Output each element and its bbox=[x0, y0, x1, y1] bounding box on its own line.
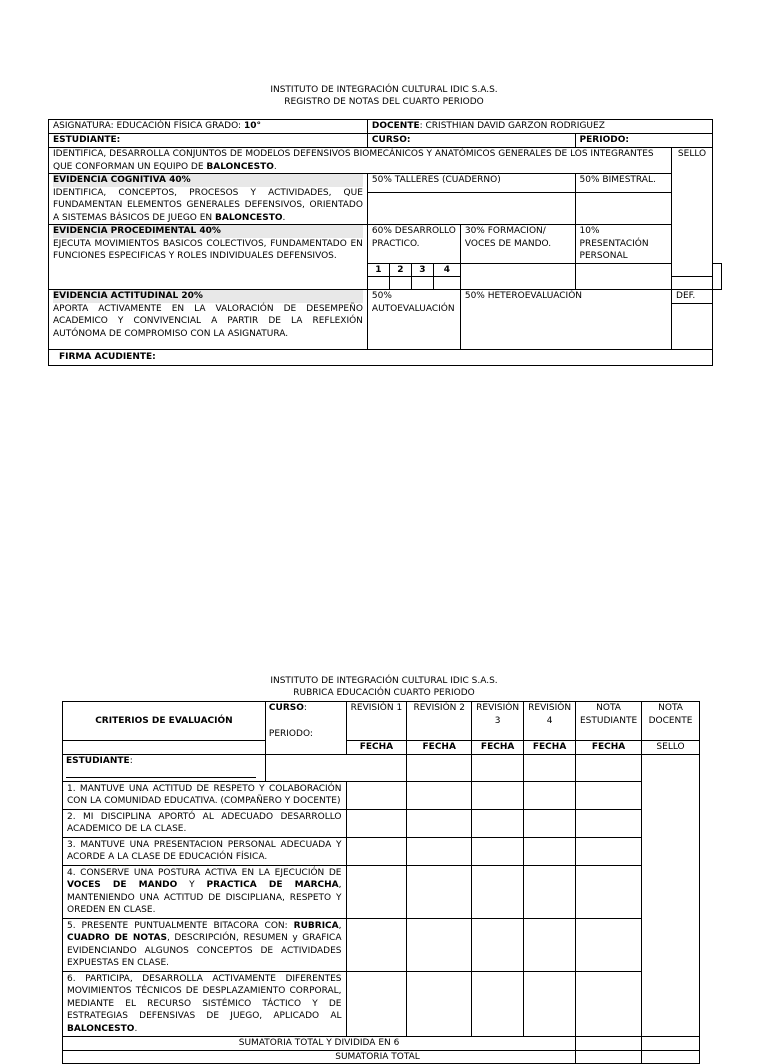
fecha-4: FECHA bbox=[524, 741, 576, 755]
teacher-stamp-cell[interactable] bbox=[642, 754, 700, 1037]
r5-rev3[interactable] bbox=[472, 918, 524, 971]
practice-grade-4[interactable] bbox=[433, 277, 460, 290]
attitudinal-evidence: EVIDENCIA ACTITUDINAL 20% APORTA ACTIVAMENTE EN LA VALORACIÓN DE DESEMPEÑO ACADEMICO Y CONVIVENCIAL A PARTIR DE LA REFLEXIÓN AUTÓNOMA DE COMPROMISO CON LA ASIGNATURA. bbox=[49, 290, 368, 350]
revision-2-header: REVISIÓN 2 bbox=[407, 702, 472, 741]
teacher-grade-header: NOTA DOCENTE bbox=[642, 702, 700, 741]
practice-number-2: 2 bbox=[389, 263, 411, 277]
fecha-5: FECHA bbox=[576, 741, 642, 755]
r1-rev1[interactable] bbox=[346, 781, 407, 809]
grade-value: 10° bbox=[243, 121, 261, 131]
sum-total-value[interactable] bbox=[576, 1050, 642, 1064]
document-header-2 bbox=[0, 675, 768, 699]
revision-1-header: REVISIÓN 1 bbox=[346, 702, 407, 741]
r0-c2[interactable] bbox=[407, 754, 472, 781]
talleres-grade[interactable] bbox=[367, 192, 575, 224]
rubric-subtitle: RUBRICA EDUCACIÓN CUARTO PERIODO bbox=[293, 688, 475, 698]
r0-c5[interactable] bbox=[576, 754, 642, 781]
r1-rev3[interactable] bbox=[472, 781, 524, 809]
course-label: CURSO: bbox=[367, 134, 575, 148]
practice-grade-3[interactable] bbox=[411, 277, 433, 290]
practice-grade-1[interactable] bbox=[367, 277, 389, 290]
cognitive-evidence: EVIDENCIA COGNITIVA 40% IDENTIFICA, CONCEPTOS, PROCESOS Y ACTIVIDADES, QUE FUNDAMENTAN ELEMENTOS GENERALES DEFENSIVOS, ORIENTADO A SISTEMAS BÁSICOS DE JUEGO EN BALONCESTO. bbox=[49, 174, 368, 225]
r2-rev4[interactable] bbox=[524, 809, 576, 837]
student-grade-header: NOTA ESTUDIANTE bbox=[576, 702, 642, 741]
r4-nota[interactable] bbox=[576, 865, 642, 918]
r1-rev4[interactable] bbox=[524, 781, 576, 809]
r2-rev2[interactable] bbox=[407, 809, 472, 837]
sello-cell: SELLO bbox=[672, 148, 713, 277]
formacion-grade[interactable] bbox=[460, 263, 575, 290]
bimestral-label: 50% BIMESTRAL. bbox=[575, 174, 672, 193]
r3-rev3[interactable] bbox=[472, 837, 524, 865]
r1-rev2[interactable] bbox=[407, 781, 472, 809]
r3-rev1[interactable] bbox=[346, 837, 407, 865]
bimestral-grade[interactable] bbox=[575, 192, 672, 224]
r6-rev4[interactable] bbox=[524, 971, 576, 1037]
auto-label: 50% AUTOEVALUACIÓN bbox=[367, 290, 460, 350]
desarrollo-label: 60% DESARROLLO PRACTICO. bbox=[367, 225, 460, 264]
r4-rev4[interactable] bbox=[524, 865, 576, 918]
document-header-1 bbox=[0, 84, 768, 108]
practice-grade-2[interactable] bbox=[389, 277, 411, 290]
r6-nota[interactable] bbox=[576, 971, 642, 1037]
criterion-4: 4. CONSERVE UNA POSTURA ACTIVA EN LA EJECUCIÓN DE VOCES DE MANDO Y PRACTICA DE MARCHA, MANTENIENDO UNA ACTITUD DE DISCIPLIANA, RESPETO Y OREDEN EN CLASE. bbox=[63, 865, 347, 918]
procedural-evidence: EVIDENCIA PROCEDIMENTAL 40% EJECUTA MOVIMIENTOS BASICOS COLECTIVOS, FUNDAMENTADO EN FUNCIONES ESPECIFICAS Y ROLES INDIVIDUALES DEFENSIVOS. bbox=[49, 225, 368, 290]
def-grade[interactable] bbox=[672, 304, 713, 350]
r4-rev1[interactable] bbox=[346, 865, 407, 918]
sum-divided-value[interactable] bbox=[576, 1037, 642, 1051]
revision-4-header: REVISIÓN 4 bbox=[524, 702, 576, 741]
student-name-cell[interactable]: ESTUDIANTE: bbox=[63, 754, 266, 781]
revision-3-header: REVISIÓN 3 bbox=[472, 702, 524, 741]
criterion-1: 1. MANTUVE UNA ACTITUD DE RESPETO Y COLABORACIÓN CON LA COMUNIDAD EDUCATIVA. (COMPAÑERO Y DOCENTE) bbox=[63, 781, 347, 809]
sum-divided-label: SUMATORIA TOTAL Y DIVIDIDA EN 6 bbox=[63, 1037, 576, 1051]
practice-number-1: 1 bbox=[367, 263, 389, 277]
r0-c3[interactable] bbox=[472, 754, 524, 781]
r5-nota[interactable] bbox=[576, 918, 642, 971]
teacher-cell: DOCENTE: CRISTHIAN DAVID GARZON RODRIGUEZ bbox=[367, 120, 712, 134]
document-subtitle: REGISTRO DE NOTAS DEL CUARTO PERIODO bbox=[284, 97, 484, 107]
fecha-1: FECHA bbox=[346, 741, 407, 755]
intro-text: IDENTIFICA, DESARROLLA CONJUNTOS DE MODELOS DEFENSIVOS BIOMECÁNICOS Y ANATÓMICOS GENERALES DE LOS INTEGRANTES QUE CONFORMAN UN EQUIPO DE BALONCESTO. bbox=[49, 148, 672, 174]
rubric-table bbox=[62, 701, 700, 1064]
r6-rev1[interactable] bbox=[346, 971, 407, 1037]
student-label: ESTUDIANTE: bbox=[49, 134, 368, 148]
r4-rev3[interactable] bbox=[472, 865, 524, 918]
presentacion-label: 10% PRESENTACIÓN PERSONAL bbox=[575, 225, 672, 264]
def-label: DEF. bbox=[672, 290, 713, 304]
fecha-3: FECHA bbox=[472, 741, 524, 755]
institute-name: INSTITUTO DE INTEGRACIÓN CULTURAL IDIC S.A.S. bbox=[270, 85, 498, 95]
r3-nota[interactable] bbox=[576, 837, 642, 865]
fecha-2: FECHA bbox=[407, 741, 472, 755]
talleres-label: 50% TALLERES (CUADERNO) bbox=[367, 174, 575, 193]
r4-rev2[interactable] bbox=[407, 865, 472, 918]
r2-nota[interactable] bbox=[576, 809, 642, 837]
sello-blank bbox=[713, 263, 722, 290]
criterion-5: 5. PRESENTE PUNTUALMENTE BITACORA CON: RUBRICA, CUADRO DE NOTAS, DESCRIPCIÓN, RESUMEN y GRAFICA EVIDENCIANDO ALGUNOS CONCEPTOS DE ACTIVIDADES EXPUESTAS EN CLASE. bbox=[63, 918, 347, 971]
criteria-header: CRITERIOS DE EVALUACIÓN bbox=[63, 702, 266, 741]
procedural-title: EVIDENCIA PROCEDIMENTAL 40% bbox=[53, 225, 363, 238]
r6-rev3[interactable] bbox=[472, 971, 524, 1037]
cognitive-title: EVIDENCIA COGNITIVA 40% bbox=[53, 174, 363, 187]
r2-rev3[interactable] bbox=[472, 809, 524, 837]
r5-rev4[interactable] bbox=[524, 918, 576, 971]
r6-rev2[interactable] bbox=[407, 971, 472, 1037]
attitudinal-title: EVIDENCIA ACTITUDINAL 20% bbox=[53, 290, 363, 303]
practice-number-4: 4 bbox=[433, 263, 460, 277]
grades-table bbox=[48, 119, 722, 366]
criteria-blank bbox=[63, 741, 266, 755]
r5-rev1[interactable] bbox=[346, 918, 407, 971]
presentacion-grade[interactable] bbox=[575, 263, 672, 290]
r3-rev4[interactable] bbox=[524, 837, 576, 865]
sello-header: SELLO bbox=[642, 741, 700, 755]
formacion-label: 30% FORMACION/ VOCES DE MANDO. bbox=[460, 225, 575, 264]
r0-c1[interactable] bbox=[265, 754, 406, 781]
criterion-6: 6. PARTICIPA, DESARROLLA ACTIVAMENTE DIFERENTES MOVIMIENTOS TÉCNICOS DE DESPLAZAMIENTO CORPORAL, MEDIANTE EL RECURSO SISTÉMICO TÁCTICO Y DE ESTRATEGIAS DEFENSIVAS DE JUEGO, APLICADO AL BALONCESTO. bbox=[63, 971, 347, 1037]
r3-rev2[interactable] bbox=[407, 837, 472, 865]
student-name-line bbox=[66, 767, 256, 778]
sum-divided-blank bbox=[642, 1037, 700, 1051]
r5-rev2[interactable] bbox=[407, 918, 472, 971]
sum-total-label: SUMATORIA TOTAL bbox=[63, 1050, 576, 1064]
hetero-label: 50% HETEROEVALUACIÓN bbox=[460, 290, 671, 350]
r1-nota[interactable] bbox=[576, 781, 642, 809]
institute-name-2: INSTITUTO DE INTEGRACIÓN CULTURAL IDIC S.A.S. bbox=[270, 676, 498, 686]
guardian-signature[interactable]: FIRMA ACUDIENTE: bbox=[49, 350, 713, 366]
criterion-2: 2. MI DISCIPLINA APORTÓ AL ADECUADO DESARROLLO ACADEMICO DE LA CLASE. bbox=[63, 809, 347, 837]
r0-c4[interactable] bbox=[524, 754, 576, 781]
period-label: PERIODO: bbox=[575, 134, 712, 148]
r2-rev1[interactable] bbox=[346, 809, 407, 837]
subject-cell: ASIGNATURA: EDUCACIÓN FÍSICA GRADO: 10° bbox=[49, 120, 368, 134]
course-period-cell: CURSO: PERIODO: bbox=[265, 702, 346, 755]
practice-number-3: 3 bbox=[411, 263, 433, 277]
sum-total-blank bbox=[642, 1050, 700, 1064]
criterion-3: 3. MANTUVE UNA PRESENTACION PERSONAL ADECUADA Y ACORDE A LA CLASE DE EDUCACIÓN FÍSICA. bbox=[63, 837, 347, 865]
